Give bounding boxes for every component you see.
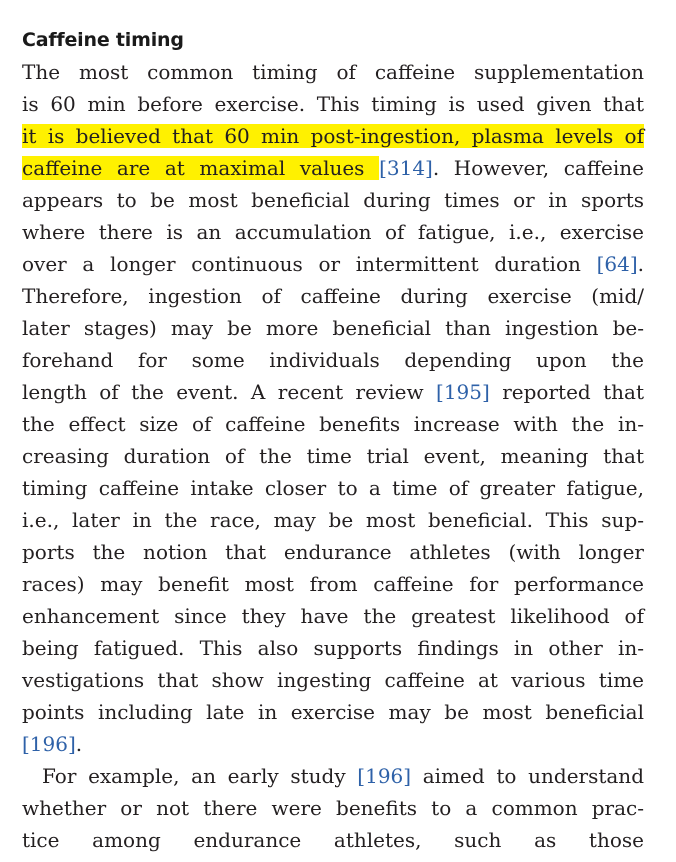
body-text <box>22 56 644 856</box>
paragraph <box>22 56 644 760</box>
text-line <box>22 120 644 152</box>
text-segment: over a longer continuous or intermittent duration <box>22 252 597 276</box>
text-line <box>22 440 644 472</box>
text-line <box>22 824 644 856</box>
article-page <box>22 26 644 856</box>
text-segment: aimed to understand <box>411 764 644 788</box>
text-segment: enhancement since they have the greatest likelihood of <box>22 604 644 628</box>
text-segment: tice among endurance athletes, such as those <box>22 828 644 852</box>
text-line <box>22 152 644 184</box>
text-line <box>22 56 644 88</box>
text-line <box>22 472 644 504</box>
text-segment: where there is an accumulation of fatigue, i.e., exercise <box>22 220 644 244</box>
section-heading: Caffeine timing <box>22 29 184 51</box>
text-line <box>22 696 644 728</box>
citation-link[interactable]: [64] <box>596 252 638 276</box>
text-line <box>22 88 644 120</box>
text-segment: later stages) may be more beneficial than ingestion be- <box>22 316 644 340</box>
text-segment: The most common timing of caffeine supplementation <box>22 60 644 84</box>
text-segment: . <box>637 252 644 276</box>
text-segment: being fatigued. This also supports findings in other in- <box>22 636 644 660</box>
text-segment: appears to be most beneficial during times or in sports <box>22 188 644 212</box>
citation-link[interactable]: [314] <box>379 156 433 180</box>
highlighted-text: it is believed that 60 min post-ingestion, plasma levels of <box>22 124 644 148</box>
text-segment: i.e., later in the race, may be most beneficial. This sup- <box>22 508 644 532</box>
text-line <box>22 600 644 632</box>
text-segment: the effect size of caffeine benefits increase with the in- <box>22 412 644 436</box>
text-segment: timing caffeine intake closer to a time of greater fatigue, <box>22 476 644 500</box>
highlighted-text: caffeine are at maximal values <box>22 156 380 180</box>
text-line <box>22 248 644 280</box>
text-line <box>22 568 644 600</box>
text-segment: Therefore, ingestion of caffeine during exercise (mid/ <box>22 284 644 308</box>
citation-link[interactable]: [195] <box>436 380 490 404</box>
text-segment: . However, caffeine <box>432 156 644 180</box>
text-line <box>22 312 644 344</box>
text-line <box>22 760 644 792</box>
text-line <box>22 376 644 408</box>
text-segment: races) may benefit most from caffeine for performance <box>22 572 644 596</box>
text-line <box>22 792 644 824</box>
text-segment: vestigations that show ingesting caffeine at various time <box>22 668 644 692</box>
text-line <box>22 536 644 568</box>
text-segment: For example, an early study <box>42 764 358 788</box>
text-segment: ports the notion that endurance athletes (with longer <box>22 540 644 564</box>
text-line <box>22 184 644 216</box>
text-line <box>22 216 644 248</box>
citation-link[interactable]: [196] <box>357 764 412 788</box>
text-segment: is 60 min before exercise. This timing is used given that <box>22 92 644 116</box>
text-line <box>22 408 644 440</box>
text-line <box>22 632 644 664</box>
text-segment: points including late in exercise may be most beneficial <box>22 700 644 724</box>
text-line <box>22 344 644 376</box>
text-segment: . <box>75 732 83 756</box>
text-segment: length of the event. A recent review <box>22 380 437 404</box>
text-line <box>22 664 644 696</box>
text-segment: reported that <box>489 380 644 404</box>
text-segment: whether or not there were benefits to a common prac- <box>22 796 644 820</box>
text-line <box>22 728 644 760</box>
text-line <box>22 504 644 536</box>
paragraph <box>22 760 644 856</box>
text-segment: forehand for some individuals depending upon the <box>22 348 644 372</box>
text-segment: creasing duration of the time trial event, meaning that <box>22 444 644 468</box>
citation-link[interactable]: [196] <box>22 732 76 756</box>
text-line <box>22 280 644 312</box>
